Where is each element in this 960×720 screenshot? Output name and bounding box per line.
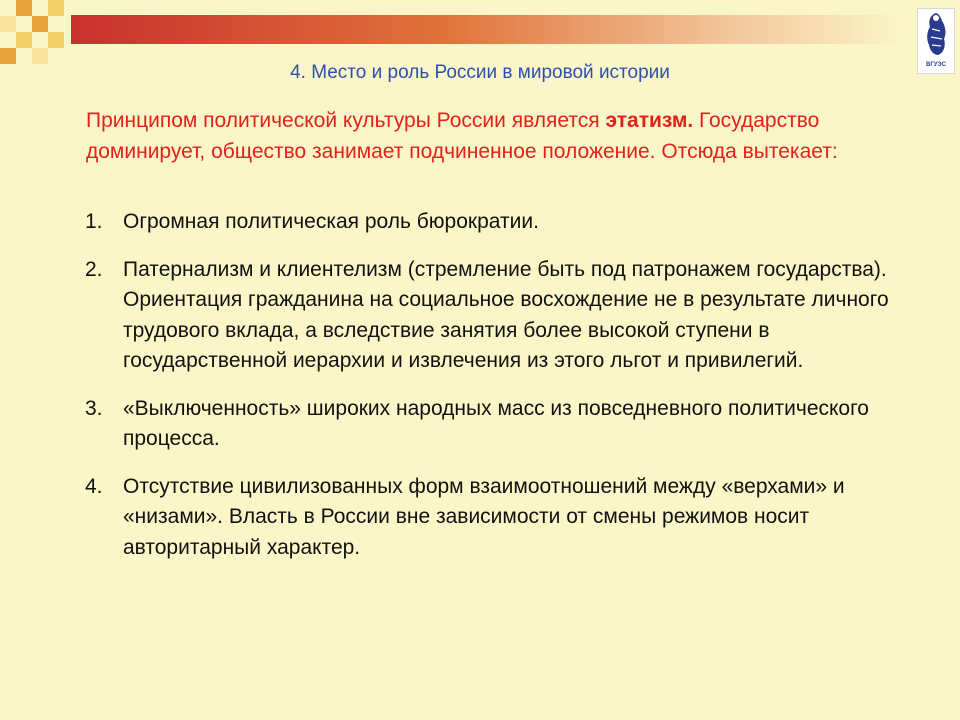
list-item-text: «Выключенность» широких народных масс из повседневного политического процесса. bbox=[123, 396, 869, 450]
intro-paragraph bbox=[86, 106, 886, 167]
logo-emblem-icon bbox=[918, 9, 954, 61]
list-item-number: 1. bbox=[85, 210, 103, 233]
list-item bbox=[85, 255, 915, 377]
list-item bbox=[85, 472, 915, 564]
list-item bbox=[85, 394, 915, 455]
consequences-list bbox=[85, 207, 915, 580]
decor-square bbox=[16, 32, 32, 48]
list-item-number: 4. bbox=[85, 474, 103, 498]
decor-square bbox=[32, 16, 48, 32]
header-bar bbox=[71, 15, 907, 44]
list-item-text: Отсутствие цивилизованных форм взаимоотношений между «верхами» и «низами». Власть в России вне зависимости от смены режимов носит авторитарный характер. bbox=[123, 474, 845, 559]
intro-text-start: Принципом политической культуры России является bbox=[86, 109, 606, 132]
list-item-number: 3. bbox=[85, 396, 103, 420]
list-item-text: Огромная политическая роль бюрократии. bbox=[123, 210, 539, 233]
slide-title: 4. Место и роль России в мировой истории bbox=[290, 62, 670, 83]
decor-square bbox=[0, 16, 16, 32]
list-item bbox=[85, 207, 915, 238]
list-item-text: Патернализм и клиентелизм (стремление быть под патронажем государства). Ориентация гражданина на социальное восхождение не в результате личного трудового вклада, а вследствие занятия более высокой ступени в государственной иерархии и извлечения из этого льгот и привилегий. bbox=[123, 257, 889, 372]
intro-text-end: Государство доминирует, общество занимает подчиненное положение. Отсюда вытекает: bbox=[86, 109, 838, 163]
decor-square bbox=[48, 32, 64, 48]
decor-square bbox=[48, 0, 64, 16]
decor-square bbox=[16, 0, 32, 16]
list-item-number: 2. bbox=[85, 257, 103, 281]
intro-keyword: этатизм. bbox=[605, 109, 694, 132]
logo-text: ВГУЭС bbox=[926, 62, 946, 68]
